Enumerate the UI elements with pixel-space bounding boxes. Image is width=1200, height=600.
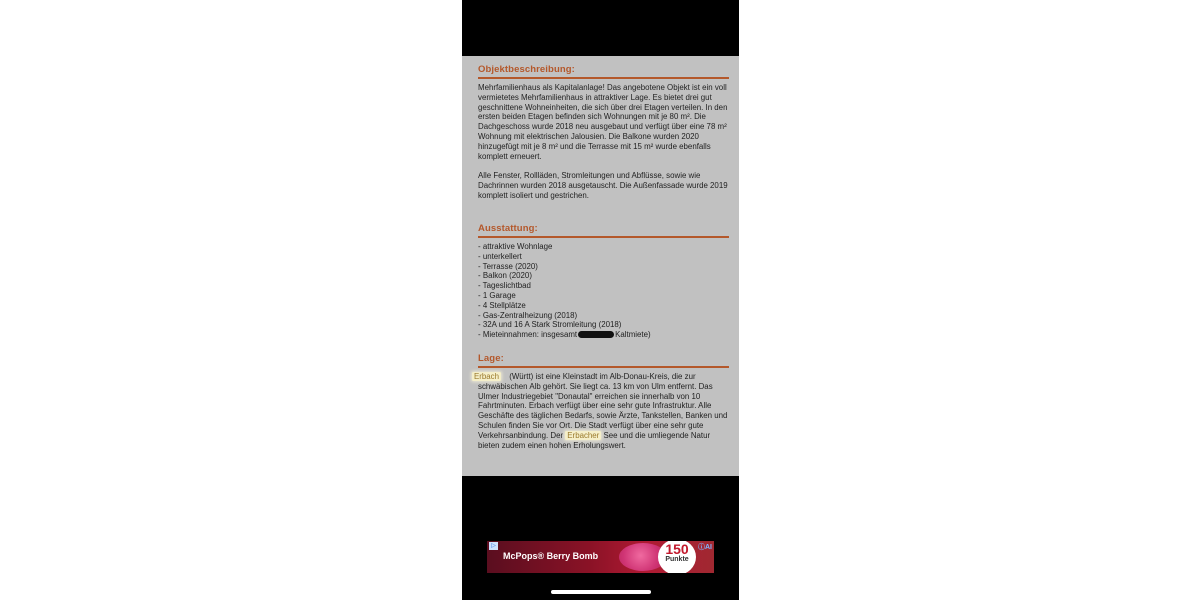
list-item: - unterkellert xyxy=(478,251,522,261)
section-divider xyxy=(478,236,729,238)
list-item: - Terrasse (2020) xyxy=(478,261,538,271)
mieteinnahmen-suffix: Kaltmiete) xyxy=(615,330,651,340)
redaction-mark xyxy=(578,331,614,338)
section-title-lage: Lage: xyxy=(478,353,504,364)
phone-screen xyxy=(462,0,739,600)
mieteinnahmen-label: - Mieteinnahmen: insgesamt xyxy=(478,330,578,340)
lage-text-2: See und die umliegende Natur bieten zudem einen hohen Erholungswert. xyxy=(478,430,711,450)
objekt-paragraph-2: Alle Fenster, Rollläden, Stromleitungen und Abflüsse, sowie wie Dachrinnen wurden 2018 ausgetauscht. Die Außenfassade wurde 2019 komplett isoliert und gestrichen. xyxy=(478,171,728,200)
section-title-objektbeschreibung: Objektbeschreibung: xyxy=(478,64,575,75)
search-highlight[interactable]: Erbacher xyxy=(567,430,600,440)
list-item-mieteinnahmen xyxy=(478,330,730,340)
objekt-paragraph-1: Mehrfamilienhaus als Kapitalanlage! Das angebotene Objekt ist ein voll vermietetes Mehrfamilienhaus in attraktiver Lage. Es bietet drei gut geschnittene Wohneinheiten, die sich über drei Etagen verteilen. In den ersten beiden Etagen befinden sich Wohnungen mit je 80 m². Die Dachgeschoss wurde 2018 neu ausgebaut und verfügt über eine 78 m² Wohnung mit elektrischen Jalousien. Die Balkone wurden 2020 hinzugefügt mit je 8 m² und die Terrasse mit 15 m² wurde ebenfalls komplett erneuert. xyxy=(478,83,728,161)
ad-banner[interactable] xyxy=(487,541,714,573)
list-item: - attraktive Wohnlage xyxy=(478,242,553,251)
ad-headline: McPops® Berry Bomb xyxy=(503,551,599,561)
lage-description xyxy=(474,372,730,450)
section-divider xyxy=(478,77,729,79)
section-title-ausstattung: Ausstattung: xyxy=(478,223,538,234)
list-item: - Balkon (2020) xyxy=(478,271,532,281)
list-item: - 1 Garage xyxy=(478,290,516,300)
search-highlight[interactable]: Erbach xyxy=(474,372,500,381)
section-divider xyxy=(478,366,729,368)
adchoices-icon[interactable]: ▷ xyxy=(489,542,498,550)
points-badge xyxy=(658,541,696,573)
list-item: - Gas-Zentralheizung (2018) xyxy=(478,310,578,320)
home-indicator[interactable] xyxy=(551,590,651,594)
list-item: - 32A und 16 A Stark Stromleitung (2018) xyxy=(478,320,622,330)
objekt-description xyxy=(478,83,730,201)
ad-info-icon[interactable]: ⓘAI xyxy=(698,544,712,551)
lage-paragraph xyxy=(474,372,730,450)
list-item: - 4 Stellplätze xyxy=(478,300,526,310)
lage-text-1: (Württ) ist eine Kleinstadt im Alb-Donau-Kreis, die zur schwäbischen Alb gehört. Sie liegt ca. 13 km von Ulm entfernt. Das Ulmer Industriegebiet "Donautal" erreichen sie innerhalb von 10 Fahrtminuten. Erbach verfügt über eine sehr gute Infrastruktur. Alle Geschäfte des täglichen Bedarfs, sowie Ärzte, Tankstellen, Banken und Schulen finden Sie vor Ort. Die Stadt verfügt über eine sehr gute Verkehrsanbindung. Der xyxy=(478,372,728,440)
list-item: - Tageslichtbad xyxy=(478,281,531,291)
ausstattung-list xyxy=(478,242,730,340)
points-label: Punkte xyxy=(665,556,689,563)
document-page[interactable] xyxy=(462,56,739,476)
points-value: 150 xyxy=(665,541,689,557)
